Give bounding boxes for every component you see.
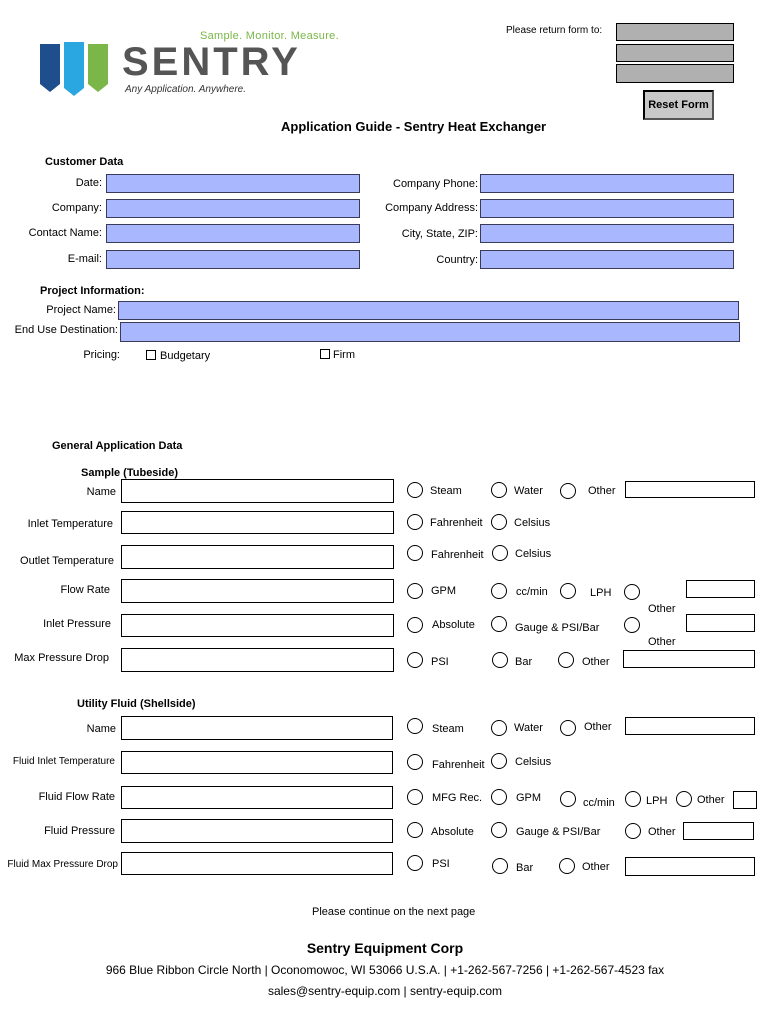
utility-fahrenheit-radio[interactable]	[407, 754, 423, 770]
lph-radio[interactable]	[560, 583, 576, 599]
max-pressure-drop-label: Max Pressure Drop	[14, 652, 109, 664]
company-field[interactable]	[106, 199, 360, 218]
flow-other-field[interactable]	[686, 580, 755, 598]
utility-name-field[interactable]	[121, 716, 393, 740]
max-pressure-drop-field[interactable]	[121, 648, 394, 672]
utility-cc-min-label: cc/min	[583, 797, 615, 809]
fluid-max-pressure-drop-label: Fluid Max Pressure Drop	[7, 859, 118, 870]
utility-drop-other-field[interactable]	[625, 857, 755, 876]
utility-lph-radio[interactable]	[625, 791, 641, 807]
inlet-fahrenheit-label: Fahrenheit	[430, 517, 483, 529]
utility-other-radio[interactable]	[560, 720, 576, 736]
utility-psi-radio[interactable]	[407, 855, 423, 871]
utility-gauge-radio[interactable]	[491, 822, 507, 838]
inlet-pressure-label: Inlet Pressure	[43, 618, 111, 630]
absolute-label: Absolute	[432, 619, 475, 631]
lph-label: LPH	[590, 587, 612, 599]
gauge-label: Gauge & PSI/Bar	[515, 622, 600, 634]
water-radio[interactable]	[491, 482, 507, 498]
utility-flow-other-label: Other	[697, 794, 725, 806]
email-label: E-mail:	[67, 253, 102, 265]
outlet-celsius-radio[interactable]	[492, 545, 508, 561]
flow-other-radio[interactable]	[624, 584, 640, 600]
utility-steam-label: Steam	[432, 723, 464, 735]
city-state-zip-field[interactable]	[480, 224, 734, 243]
company-phone-field[interactable]	[480, 174, 734, 193]
utility-steam-radio[interactable]	[407, 718, 423, 734]
utility-drop-other-label: Other	[582, 861, 610, 873]
contact-name-label: Contact Name:	[28, 227, 102, 239]
pressure-other-field[interactable]	[686, 614, 755, 632]
gpm-radio[interactable]	[407, 583, 423, 599]
inlet-celsius-label: Celsius	[514, 517, 551, 529]
project-info-heading: Project Information:	[40, 285, 145, 297]
budgetary-checkbox[interactable]	[146, 350, 156, 360]
sample-heading: Sample (Tubeside)	[81, 467, 178, 479]
utility-bar-label: Bar	[516, 862, 534, 874]
gauge-radio[interactable]	[491, 616, 507, 632]
gpm-label: GPM	[431, 585, 457, 597]
country-label: Country:	[436, 254, 478, 266]
drop-other-label: Other	[582, 656, 610, 668]
water-label: Water	[514, 485, 543, 497]
other-name-label: Other	[588, 485, 616, 497]
firm-checkbox[interactable]	[320, 349, 330, 359]
utility-gpm-label: GPM	[516, 792, 542, 804]
utility-name-label: Name	[86, 723, 116, 735]
utility-flow-other-radio[interactable]	[676, 791, 692, 807]
budgetary-label: Budgetary	[160, 350, 211, 362]
continue-note: Please continue on the next page	[312, 906, 476, 918]
end-use-label: End Use Destination:	[14, 324, 118, 336]
logo-brand: SENTRY	[122, 40, 301, 84]
fluid-inlet-temp-label: Fluid Inlet Temperature	[12, 756, 115, 767]
inlet-celsius-radio[interactable]	[491, 514, 507, 530]
other-name-field[interactable]	[625, 481, 755, 498]
mfg-rec-label: MFG Rec.	[432, 792, 483, 804]
utility-pressure-other-label: Other	[648, 826, 676, 838]
footer-contact: sales@sentry-equip.com | sentry-equip.com	[267, 984, 503, 998]
end-use-field[interactable]	[120, 322, 740, 342]
cc-min-label: cc/min	[516, 586, 548, 598]
company-phone-label: Company Phone:	[393, 178, 478, 190]
footer-address: 966 Blue Ribbon Circle North | Oconomowoc, WI 53066 U.S.A. | +1-262-567-7256 | +1-262-567-4523 fax	[105, 963, 665, 977]
footer-company: Sentry Equipment Corp	[306, 940, 464, 956]
steam-radio[interactable]	[407, 482, 423, 498]
utility-water-label: Water	[514, 722, 543, 734]
mfg-rec-radio[interactable]	[407, 789, 423, 805]
bar-radio[interactable]	[492, 652, 508, 668]
fluid-pressure-label: Fluid Pressure	[44, 825, 115, 837]
utility-flow-other-field[interactable]	[733, 791, 757, 809]
outlet-celsius-label: Celsius	[515, 548, 552, 560]
utility-bar-radio[interactable]	[492, 858, 508, 874]
fluid-flow-rate-label: Fluid Flow Rate	[38, 791, 115, 803]
logo-tagline-top: Sample. Monitor. Measure.	[200, 30, 339, 42]
return-field-2[interactable]	[616, 44, 734, 62]
email-field[interactable]	[106, 250, 360, 269]
outlet-fahrenheit-radio[interactable]	[407, 545, 423, 561]
customer-data-heading: Customer Data	[45, 156, 124, 168]
cc-min-radio[interactable]	[491, 583, 507, 599]
utility-psi-label: PSI	[432, 858, 450, 870]
company-address-field[interactable]	[480, 199, 734, 218]
utility-pressure-other-radio[interactable]	[625, 823, 641, 839]
sample-name-label: Name	[86, 486, 116, 498]
sample-name-field[interactable]	[121, 479, 394, 503]
pressure-other-label: Other	[648, 636, 676, 648]
outlet-temp-label: Outlet Temperature	[20, 555, 114, 567]
utility-celsius-label: Celsius	[515, 756, 552, 768]
outlet-temp-field[interactable]	[121, 545, 394, 569]
flow-rate-field[interactable]	[121, 579, 394, 603]
contact-name-field[interactable]	[106, 224, 360, 243]
flow-rate-label: Flow Rate	[60, 584, 110, 596]
utility-pressure-other-field[interactable]	[683, 822, 754, 840]
return-field-1[interactable]	[616, 23, 734, 41]
utility-celsius-radio[interactable]	[491, 753, 507, 769]
firm-label: Firm	[333, 349, 355, 361]
company-address-label: Company Address:	[385, 202, 478, 214]
return-field-3[interactable]	[616, 64, 734, 83]
utility-heading: Utility Fluid (Shellside)	[77, 698, 196, 710]
general-data-heading: General Application Data	[52, 440, 183, 452]
utility-gauge-label: Gauge & PSI/Bar	[516, 826, 601, 838]
utility-absolute-radio[interactable]	[407, 822, 423, 838]
project-name-field[interactable]	[118, 301, 739, 320]
inlet-fahrenheit-radio[interactable]	[407, 514, 423, 530]
reset-form-button[interactable]: Reset Form	[643, 90, 714, 120]
steam-label: Steam	[430, 485, 462, 497]
country-field[interactable]	[480, 250, 734, 269]
inlet-temp-field[interactable]	[121, 511, 394, 534]
inlet-pressure-field[interactable]	[121, 614, 394, 637]
return-form-label: Please return form to:	[506, 25, 603, 36]
utility-water-radio[interactable]	[491, 720, 507, 736]
utility-drop-other-radio[interactable]	[559, 858, 575, 874]
fluid-inlet-temp-field[interactable]	[121, 751, 393, 774]
drop-other-field[interactable]	[623, 650, 755, 668]
drop-other-radio[interactable]	[558, 652, 574, 668]
logo-tagline-bottom: Any Application. Anywhere.	[125, 84, 246, 95]
fluid-pressure-field[interactable]	[121, 819, 393, 843]
psi-label: PSI	[431, 656, 449, 668]
date-field[interactable]	[106, 174, 360, 193]
flow-other-label: Other	[648, 603, 676, 615]
date-label: Date:	[75, 177, 102, 189]
utility-fahrenheit-label: Fahrenheit	[432, 759, 485, 771]
fluid-max-pressure-drop-field[interactable]	[121, 852, 393, 875]
fluid-flow-rate-field[interactable]	[121, 786, 393, 809]
city-state-zip-label: City, State, ZIP:	[401, 228, 478, 240]
utility-absolute-label: Absolute	[431, 826, 474, 838]
utility-cc-min-radio[interactable]	[560, 791, 576, 807]
other-name-radio[interactable]	[560, 483, 576, 499]
project-name-label: Project Name:	[46, 304, 116, 316]
pressure-other-radio[interactable]	[624, 617, 640, 633]
page-title: Application Guide - Sentry Heat Exchanger	[281, 119, 547, 134]
company-label: Company:	[51, 202, 102, 214]
utility-other-label: Other	[584, 721, 612, 733]
pricing-label: Pricing:	[83, 349, 120, 361]
absolute-radio[interactable]	[407, 617, 423, 633]
inlet-temp-label: Inlet Temperature	[27, 518, 113, 530]
utility-lph-label: LPH	[646, 795, 668, 807]
utility-other-field[interactable]	[625, 717, 755, 735]
psi-radio[interactable]	[407, 652, 423, 668]
utility-gpm-radio[interactable]	[491, 789, 507, 805]
bar-label: Bar	[515, 656, 533, 668]
outlet-fahrenheit-label: Fahrenheit	[431, 549, 484, 561]
